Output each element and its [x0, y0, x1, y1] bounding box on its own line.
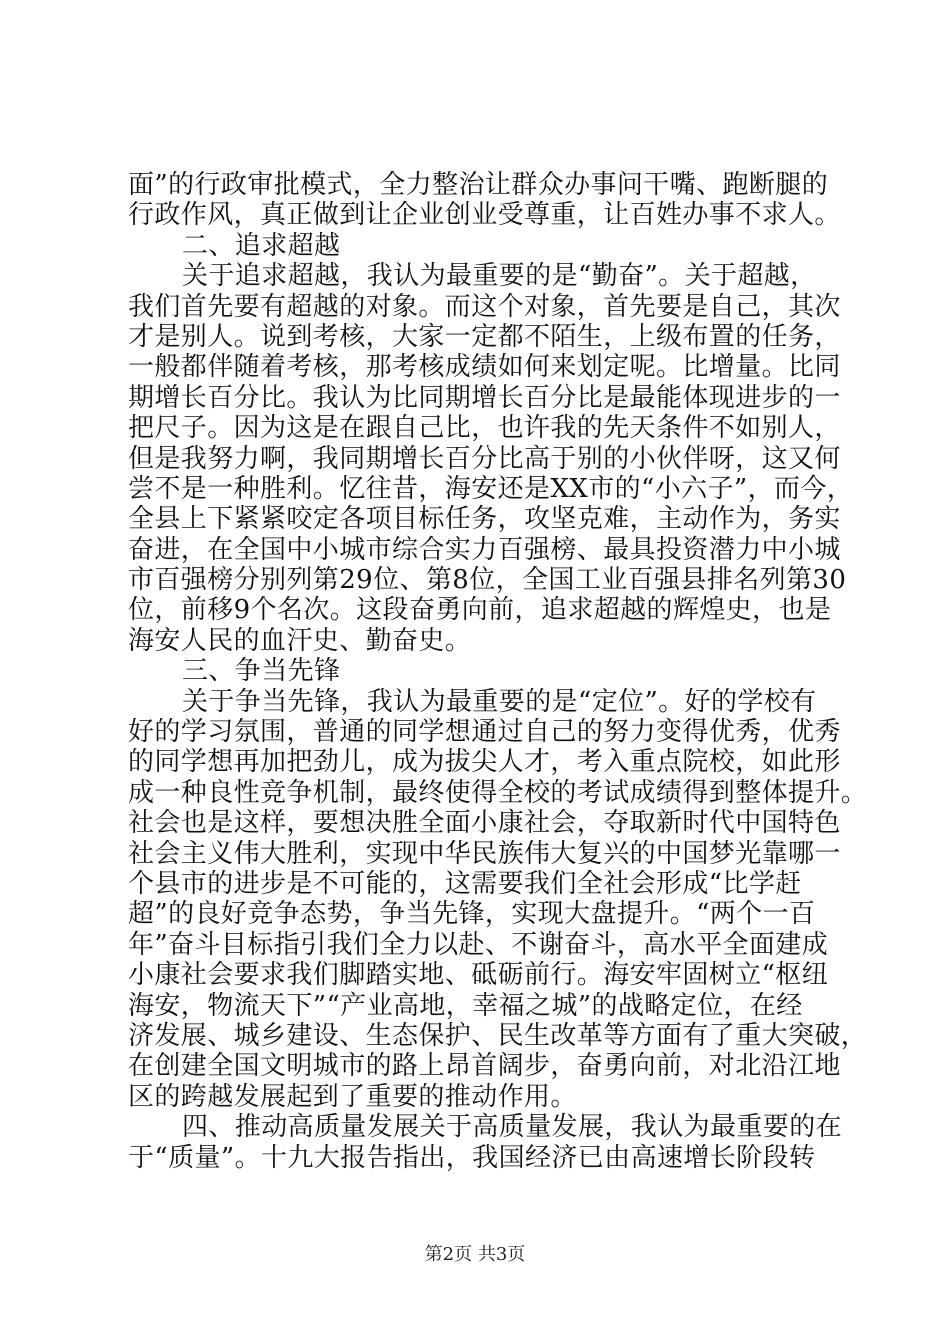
text-line: 四、推动高质量发展关于高质量发展，我认为最重要的在	[182, 1112, 843, 1143]
text-line: 面”的行政审批模式，全力整治让群众办事问干嘴、跑断腿的	[128, 170, 829, 200]
text-line: 成一种良性竞争机制，最终使得全校的考试成绩得到整体提升。	[128, 777, 868, 808]
text-line: 期增长百分比。我认为比同期增长百分比是最能体现进步的一	[128, 382, 841, 413]
text-line: 济发展、城乡建设、生态保护、民生改革等方面有了重大突破，	[128, 1020, 868, 1051]
text-line: 尝不是一种胜利。忆往昔，海安还是XX市的“小六子”，而今，	[128, 473, 854, 504]
text-line: 二、追求超越	[182, 230, 341, 261]
text-line: 个县市的进步是不可能的，这需要我们全社会形成“比学赶	[128, 868, 802, 899]
text-line: 位，前移9个名次。这段奋勇向前，追求超越的辉煌史，也是	[128, 595, 832, 626]
text-line: 行政作风，真正做到让企业创业受尊重，让百姓办事不求人。	[128, 200, 841, 231]
text-line: 社会也是这样，要想决胜全面小康社会，夺取新时代中国特色	[128, 808, 841, 839]
text-line: 一般都伴随着考核，那考核成绩如何来划定呢。比增量。比同	[128, 352, 841, 383]
text-line: 海安人民的血汗史、勤奋史。	[128, 625, 472, 656]
text-line: 年”奋斗目标指引我们全力以赴、不谢奋斗，高水平全面建成	[128, 929, 829, 960]
text-line: 但是我努力啊，我同期增长百分比高于别的小伙伴呀，这又何	[128, 443, 841, 474]
text-line: 社会主义伟大胜利，实现中华民族伟大复兴的中国梦光靠哪一	[128, 838, 841, 869]
text-line: 于“质量”。十九大报告指出，我国经济已由高速增长阶段转	[128, 1142, 816, 1173]
text-line: 小康社会要求我们脚踏实地、砥砺前行。海安牢固树立“枢纽	[128, 960, 829, 991]
text-line: 关于追求超越，我认为最重要的是“勤奋”。关于超越，	[182, 261, 817, 292]
page-footer: 第2页 共3页	[424, 1244, 526, 1265]
text-line: 区的跨越发展起到了重要的推动作用。	[128, 1081, 577, 1112]
text-line: 奋进，在全国中小城市综合实力百强榜、最具投资潜力中小城	[128, 534, 841, 565]
text-line: 三、争当先锋	[182, 656, 341, 687]
text-line: 的同学想再加把劲儿，成为拔尖人才，考入重点院校，如此形	[128, 747, 841, 778]
text-line: 在创建全国文明城市的路上昂首阔步，奋勇向前，对北沿江地	[128, 1051, 841, 1082]
document-body	[128, 170, 868, 1173]
text-line: 关于争当先锋，我认为最重要的是“定位”。好的学校有	[182, 686, 817, 717]
text-line: 全县上下紧紧咬定各项目标任务，攻坚克难，主动作为，务实	[128, 504, 841, 535]
text-line: 市百强榜分别列第29位、第8位，全国工业百强县排名列第30	[128, 565, 847, 596]
text-line: 超”的良好竞争态势，争当先锋，实现大盘提升。“两个一百	[128, 899, 816, 930]
text-line: 才是别人。说到考核，大家一定都不陌生，上级布置的任务，	[128, 321, 841, 352]
text-line: 把尺子。因为这是在跟自己比，也许我的先天条件不如别人，	[128, 413, 841, 444]
text-line: 我们首先要有超越的对象。而这个对象，首先要是自己，其次	[128, 291, 841, 322]
text-line: 海安，物流天下”“产业高地，幸福之城”的战略定位，在经	[128, 990, 803, 1021]
text-line: 好的学习氛围，普通的同学想通过自己的努力变得优秀，优秀	[128, 717, 841, 748]
